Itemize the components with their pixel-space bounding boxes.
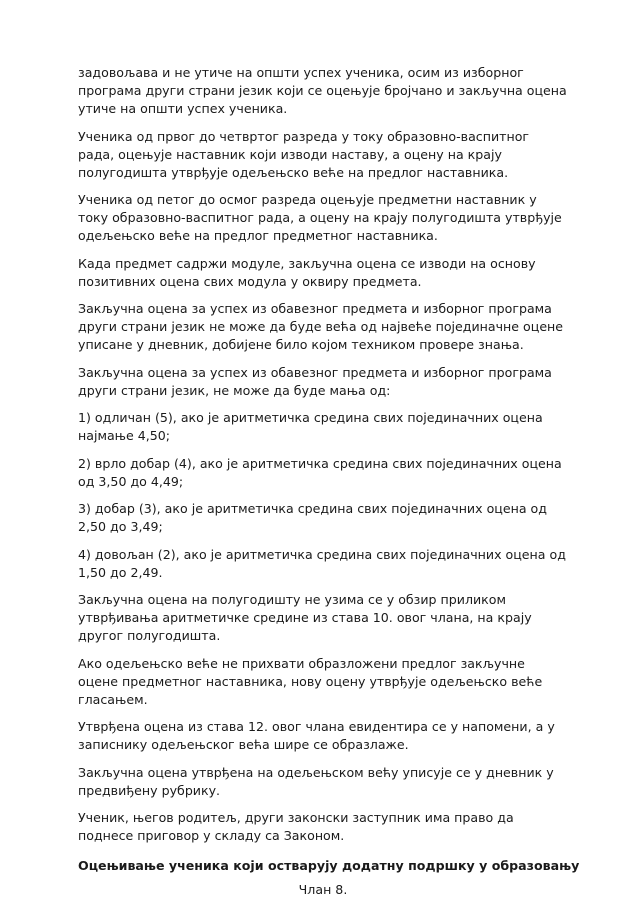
article-number: Члан 8.	[298, 882, 348, 897]
paragraph: Закључна оцена за успех из обавезног предмета и изборног програма други страни језик не може да буде већа од највеће појединачне оцене уписане у дневник, добијене било којом техником провере знања.	[78, 301, 564, 352]
section-heading: Оцењивање ученика који остварују додатну подршку у образовању	[78, 858, 580, 873]
paragraph: Ученик, његов родитељ, други законски заступник има право да поднесе приговор у складу са Законом.	[78, 810, 514, 843]
paragraph: Закључна оцена на полугодишту не узима се у обзир приликом утврђивања аритметичке средине из става 10. овог члана, на крају другог полугодишта.	[78, 592, 532, 643]
paragraph: Ако одељењско веће не прихвати образложени предлог закључне оцене предметног наставника, нову оцену утврђује одељењско веће гласањем.	[78, 655, 543, 707]
paragraph: Закључна оцена за успех из обавезног предмета и изборног програма други страни језик, не може да буде мања од:	[78, 364, 552, 398]
list-item: 3) добар (3), ако је аритметичка средина свих појединачних оцена од 2,50 до 3,49;	[78, 501, 547, 534]
paragraph: Утврђена оцена из става 12. овог члана евидентира се у напомени, а у записнику одељењског већа шире се образлаже.	[78, 719, 555, 752]
paragraph: Закључна оцена утврђена на одељењском већу уписује се у дневник у предвиђену рубрику.	[78, 764, 554, 798]
list-item: 2) врло добар (4), ако је аритметичка средина свих појединачних оцена од 3,50 до 4,49;	[78, 455, 562, 489]
paragraph: Када предмет садржи модуле, закључна оцена се изводи на основу позитивних оцена свих модула у оквиру предмета.	[78, 255, 536, 289]
list-item: 1) одличан (5), ако је аритметичка средина свих појединачних оцена најмање 4,50;	[78, 410, 543, 443]
list-item: 4) довољан (2), ако је аритметичка средина свих појединачних оцена од 1,50 до 2,49.	[78, 546, 566, 580]
paragraph: Ученика од петог до осмог разреда оцењује предметни наставник у току образовно-васпитног рада, а оцену на крају полугодишта утврђује одељењско веће на предлог предметног наставника.	[78, 192, 562, 243]
document-page	[78, 64, 580, 899]
paragraph: задовољава и не утиче на општи успех ученика, осим из изборног програма други страни језик који се оцењује бројчано и закључна оцена утиче на општи успех ученика.	[78, 65, 567, 116]
paragraph: Ученика од првог до четвртог разреда у току образовно-васпитног рада, оцењује наставник који изводи наставу, а оцену на крају полугодишта утврђује одељењско веће на предлог наставника.	[78, 128, 530, 180]
